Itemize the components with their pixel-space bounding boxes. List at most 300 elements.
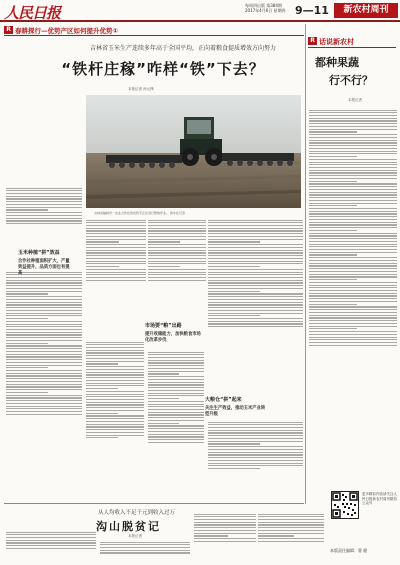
series-mark-icon: R: [4, 26, 13, 34]
body-text-line: [208, 244, 303, 245]
body-text-line: [309, 134, 397, 135]
body-text-line: [100, 547, 190, 548]
body-text-line: [6, 188, 82, 189]
body-text-line: [86, 372, 144, 373]
body-text-line: [86, 396, 144, 397]
body-text-line: [309, 295, 397, 296]
body-text-line: [148, 280, 206, 281]
body-text-line: [6, 340, 82, 341]
body-text-line: [86, 421, 144, 422]
body-text-line: [309, 328, 357, 329]
bottom-story-headline: 沟山脱贫记: [96, 520, 161, 533]
body-text-line: [258, 533, 324, 534]
bottom-story-kicker: 从人均收入不足千元到收入过万: [98, 510, 176, 516]
issue-date: 2017年4月6日 星期四: [245, 8, 286, 13]
body-text-line: [194, 535, 228, 536]
body-text-line: [86, 388, 118, 389]
body-text-line: [6, 332, 82, 333]
body-text-line: [86, 429, 144, 430]
body-text-line: [309, 115, 397, 116]
body-text-line: [309, 279, 357, 280]
body-text-line: [148, 354, 204, 355]
body-text-line: [309, 200, 397, 201]
article-subhead: 吉林省玉米生产连续多年高于全国平均，正向着粮食提质增效方向努力: [90, 45, 277, 52]
body-text-line: [258, 524, 324, 525]
body-text-line: [208, 293, 303, 294]
body-text-line: [309, 213, 397, 214]
issue-number: 每周四出版 第384期: [245, 3, 282, 8]
newspaper-logo: 人民日报: [4, 4, 61, 22]
body-text-line: [6, 293, 48, 294]
pull-quote-text: 提升收储能力，加快粮食市场化改革步伐: [145, 332, 201, 343]
body-text-line: [208, 252, 303, 253]
body-text-line: [6, 534, 96, 535]
body-column-1-top: [6, 186, 82, 248]
body-text-line: [86, 380, 144, 381]
bottom-divider: [4, 503, 304, 504]
body-text-line: [309, 265, 397, 266]
body-text-line: [309, 197, 397, 198]
body-text-line: [208, 247, 303, 248]
body-text-line: [148, 409, 204, 410]
body-text-line: [6, 384, 82, 385]
body-text-line: [148, 272, 206, 273]
body-text-line: [258, 527, 324, 528]
body-text-line: [208, 266, 260, 267]
body-text-line: [6, 348, 82, 349]
body-text-line: [148, 352, 204, 353]
body-text-line: [148, 222, 206, 223]
body-text-line: [6, 381, 82, 382]
body-text-line: [309, 186, 397, 187]
body-text-line: [148, 269, 206, 270]
body-text-line: [309, 164, 397, 165]
body-text-line: [148, 247, 206, 248]
body-text-line: [6, 343, 48, 344]
body-column-3-bottom: [148, 350, 204, 498]
body-text-line: [148, 414, 204, 415]
body-text-line: [309, 159, 397, 160]
body-text-line: [86, 402, 144, 403]
body-text-line: [309, 203, 397, 204]
body-text-line: [309, 183, 397, 184]
body-text-line: [309, 312, 397, 313]
body-text-line: [208, 230, 303, 231]
body-text-line: [86, 266, 119, 267]
body-text-line: [258, 535, 294, 536]
body-text-line: [148, 274, 206, 275]
body-text-line: [6, 395, 82, 396]
body-text-line: [258, 514, 324, 515]
body-text-line: [208, 272, 303, 273]
body-text-line: [148, 406, 204, 407]
body-text-line: [309, 317, 397, 318]
body-text-line: [309, 345, 397, 346]
body-text-line: [86, 377, 144, 378]
body-text-line: [258, 530, 324, 531]
body-text-line: [148, 225, 206, 226]
body-text-line: [148, 398, 179, 399]
body-text-line: [6, 198, 82, 199]
body-text-line: [86, 269, 146, 270]
section-badge: 新农村周刊: [334, 3, 398, 18]
body-text-line: [208, 236, 303, 237]
body-text-line: [86, 222, 146, 223]
body-text-line: [309, 301, 397, 302]
body-text-line: [194, 533, 256, 534]
series-title: 春耕探行—优势产区如何提升优势①: [15, 27, 119, 35]
bottom-column-2: [100, 540, 190, 562]
body-text-line: [309, 241, 397, 242]
body-text-line: [6, 540, 96, 541]
body-text-line: [208, 435, 303, 436]
body-text-line: [309, 254, 357, 255]
body-text-line: [309, 120, 397, 121]
body-text-line: [309, 224, 397, 225]
body-text-line: [86, 220, 146, 221]
body-text-line: [6, 392, 48, 393]
body-text-line: [309, 249, 397, 250]
body-text-line: [309, 219, 397, 220]
body-text-line: [6, 373, 82, 374]
body-text-line: [309, 309, 397, 310]
body-text-line: [309, 227, 397, 228]
body-text-line: [309, 153, 397, 154]
body-text-line: [309, 276, 397, 277]
body-text-line: [86, 363, 118, 364]
body-text-line: [148, 250, 206, 251]
body-text-line: [100, 542, 190, 543]
body-text-line: [309, 222, 397, 223]
body-text-line: [309, 145, 397, 146]
body-text-line: [6, 304, 82, 305]
body-text-line: [6, 204, 82, 205]
body-text-line: [6, 532, 96, 533]
body-text-line: [6, 408, 82, 409]
body-text-line: [194, 538, 256, 539]
body-text-line: [6, 220, 82, 221]
body-text-line: [309, 175, 397, 176]
body-text-line: [6, 218, 82, 219]
body-text-line: [100, 550, 190, 551]
body-text-line: [86, 258, 146, 259]
body-text-line: [6, 400, 82, 401]
body-text-line: [148, 401, 204, 402]
body-text-line: [6, 310, 82, 311]
body-text-line: [208, 468, 260, 469]
body-text-line: [208, 441, 303, 442]
body-text-line: [86, 233, 146, 234]
body-text-line: [208, 452, 303, 453]
body-column-4-bottom: [208, 420, 303, 498]
body-text-line: [208, 250, 303, 251]
body-column-2: [86, 218, 146, 320]
body-text-line: [6, 354, 82, 355]
body-text-line: [309, 271, 397, 272]
body-text-line: [309, 230, 357, 231]
photo-caption: 吉林省榆树市一农业合作社的农机手正在进行整地作业。 新华社记者: [94, 211, 185, 215]
body-text-line: [309, 148, 397, 149]
body-text-line: [208, 263, 303, 264]
body-text-line: [309, 263, 397, 264]
body-text-line: [309, 274, 397, 275]
body-text-line: [148, 263, 206, 264]
body-text-line: [309, 298, 397, 299]
body-text-line: [309, 137, 397, 138]
body-text-line: [208, 228, 303, 229]
body-text-line: [208, 277, 303, 278]
body-text-line: [309, 290, 397, 291]
body-text-line: [6, 378, 82, 379]
sidebar-divider: [305, 24, 306, 504]
body-text-line: [6, 345, 82, 346]
body-text-line: [6, 356, 82, 357]
body-text-line: [208, 299, 303, 300]
body-text-line: [208, 302, 303, 303]
body-text-line: [208, 326, 303, 327]
body-text-line: [309, 216, 397, 217]
body-text-line: [148, 365, 204, 366]
sidebar-byline: 本报记者: [348, 98, 362, 102]
body-text-line: [148, 360, 204, 361]
body-text-line: [309, 285, 397, 286]
body-text-line: [309, 246, 397, 247]
body-text-line: [208, 446, 303, 447]
qr-code-icon[interactable]: [331, 491, 359, 519]
body-text-line: [86, 358, 144, 359]
body-text-line: [208, 443, 260, 444]
article-byline: 本报记者 孙元锋: [128, 87, 154, 91]
body-text-line: [208, 291, 260, 292]
body-text-line: [86, 410, 144, 411]
body-text-line: [86, 437, 118, 438]
body-text-line: [6, 334, 82, 335]
body-text-line: [86, 272, 146, 273]
body-text-line: [86, 250, 146, 251]
pull-quote-2: [145, 323, 205, 344]
body-text-line: [6, 296, 82, 297]
body-text-line: [86, 347, 144, 348]
body-text-line: [208, 307, 303, 308]
body-text-line: [309, 334, 397, 335]
body-text-line: [258, 538, 324, 539]
body-text-line: [148, 412, 204, 413]
body-text-line: [258, 519, 324, 520]
body-text-line: [86, 344, 144, 345]
body-text-line: [86, 274, 146, 275]
body-text-line: [6, 280, 82, 281]
body-text-line: [208, 438, 303, 439]
body-text-line: [86, 244, 146, 245]
body-text-line: [148, 379, 204, 380]
body-text-line: [148, 258, 206, 259]
body-text-line: [86, 432, 144, 433]
body-text-line: [6, 193, 82, 194]
body-text-line: [309, 331, 397, 332]
sidebar-mark-icon: R: [308, 37, 317, 45]
body-text-line: [6, 313, 82, 314]
body-text-line: [148, 431, 204, 432]
body-text-line: [309, 151, 397, 152]
body-text-line: [208, 315, 260, 316]
body-text-line: [6, 324, 82, 325]
body-text-line: [86, 261, 146, 262]
body-text-line: [309, 339, 397, 340]
body-text-line: [148, 244, 206, 245]
body-text-line: [309, 167, 397, 168]
body-text-line: [309, 112, 397, 113]
body-text-line: [309, 304, 357, 305]
body-text-line: [208, 454, 303, 455]
body-text-line: [86, 228, 146, 229]
body-text-line: [6, 537, 96, 538]
body-text-line: [148, 436, 204, 437]
body-text-line: [6, 212, 82, 213]
body-text-line: [6, 285, 82, 286]
body-text-line: [6, 207, 82, 208]
body-text-line: [148, 420, 204, 421]
body-text-line: [6, 196, 82, 197]
body-text-line: [86, 407, 144, 408]
body-text-line: [6, 326, 82, 327]
body-text-line: [148, 266, 180, 267]
body-text-line: [6, 337, 82, 338]
pull-quote-1: [18, 250, 73, 277]
body-text-line: [309, 287, 397, 288]
body-text-line: [309, 211, 397, 212]
body-text-line: [148, 428, 204, 429]
body-text-line: [309, 320, 397, 321]
body-text-line: [6, 397, 82, 398]
body-text-line: [309, 181, 357, 182]
body-text-line: [86, 394, 144, 395]
body-text-line: [309, 126, 397, 127]
body-text-line: [86, 361, 144, 362]
body-text-line: [148, 423, 179, 424]
body-text-line: [148, 387, 204, 388]
body-text-line: [6, 302, 82, 303]
body-text-line: [86, 247, 146, 248]
body-text-line: [309, 110, 397, 111]
series-bar: [4, 26, 304, 36]
body-text-line: [6, 370, 82, 371]
body-text-line: [86, 366, 144, 367]
body-text-line: [148, 376, 204, 377]
body-text-line: [86, 383, 144, 384]
body-text-line: [6, 190, 82, 191]
body-text-line: [148, 439, 204, 440]
body-text-line: [309, 235, 397, 236]
body-text-line: [309, 142, 397, 143]
body-text-line: [86, 355, 144, 356]
article-headline: “铁杆庄稼”咋样“铁”下去？: [61, 60, 265, 78]
body-text-line: [194, 519, 256, 520]
body-text-line: [309, 156, 357, 157]
body-text-line: [148, 393, 204, 394]
bottom-column-4: [258, 512, 324, 562]
body-text-line: [6, 315, 82, 316]
body-text-line: [148, 371, 204, 372]
body-text-line: [6, 351, 82, 352]
body-text-line: [148, 390, 204, 391]
body-text-line: [208, 424, 303, 425]
body-text-line: [309, 140, 397, 141]
body-text-line: [148, 384, 204, 385]
body-text-line: [6, 359, 82, 360]
body-text-line: [208, 285, 303, 286]
page-range: 9—11: [295, 4, 329, 17]
sidebar-headline-line-1: 都种果蔬: [315, 56, 359, 69]
body-text-line: [194, 522, 256, 523]
body-text-line: [309, 131, 357, 132]
body-text-line: [148, 228, 206, 229]
body-text-line: [309, 326, 397, 327]
sidebar-title-bar: [308, 37, 396, 48]
body-text-line: [6, 386, 82, 387]
sidebar-title: 话说新农村: [319, 38, 354, 46]
body-text-line: [208, 282, 303, 283]
body-text-line: [86, 435, 144, 436]
body-text-line: [6, 282, 82, 283]
masthead: [0, 0, 400, 22]
body-text-line: [86, 230, 146, 231]
body-text-line: [6, 406, 82, 407]
body-text-line: [86, 236, 146, 237]
body-column-3: [148, 218, 206, 320]
body-text-line: [208, 449, 303, 450]
body-column-4: [208, 218, 303, 394]
body-text-line: [6, 411, 82, 412]
body-text-line: [208, 323, 303, 324]
body-text-line: [309, 118, 397, 119]
body-text-line: [309, 244, 397, 245]
body-text-line: [86, 415, 144, 416]
sidebar-headline-line-2: 行不行？: [329, 74, 373, 87]
body-text-line: [309, 162, 397, 163]
body-text-line: [258, 522, 324, 523]
body-text-line: [86, 352, 144, 353]
body-text-line: [309, 129, 397, 130]
body-text-line: [309, 323, 397, 324]
body-text-line: [148, 373, 179, 374]
body-text-line: [309, 260, 397, 261]
body-text-line: [148, 442, 204, 443]
body-column-2-bottom: [86, 340, 144, 498]
body-text-line: [6, 223, 82, 224]
body-text-line: [86, 426, 144, 427]
page-editor-credit: 本版责任编辑：曹 健: [330, 548, 368, 553]
body-text-line: [86, 277, 146, 278]
body-text-line: [309, 293, 397, 294]
body-text-line: [86, 413, 118, 414]
body-text-line: [148, 220, 206, 221]
body-text-line: [194, 527, 256, 528]
body-text-line: [208, 318, 303, 319]
body-text-line: [148, 261, 206, 262]
body-text-line: [309, 208, 397, 209]
body-text-line: [148, 241, 180, 242]
body-text-line: [208, 288, 303, 289]
body-text-line: [208, 432, 303, 433]
body-text-line: [148, 357, 204, 358]
body-text-line: [86, 350, 144, 351]
body-text-line: [309, 252, 397, 253]
bottom-column-1: [6, 530, 96, 562]
body-text-line: [86, 424, 144, 425]
body-text-line: [6, 367, 48, 368]
body-text-line: [86, 280, 146, 281]
body-text-line: [6, 414, 82, 415]
